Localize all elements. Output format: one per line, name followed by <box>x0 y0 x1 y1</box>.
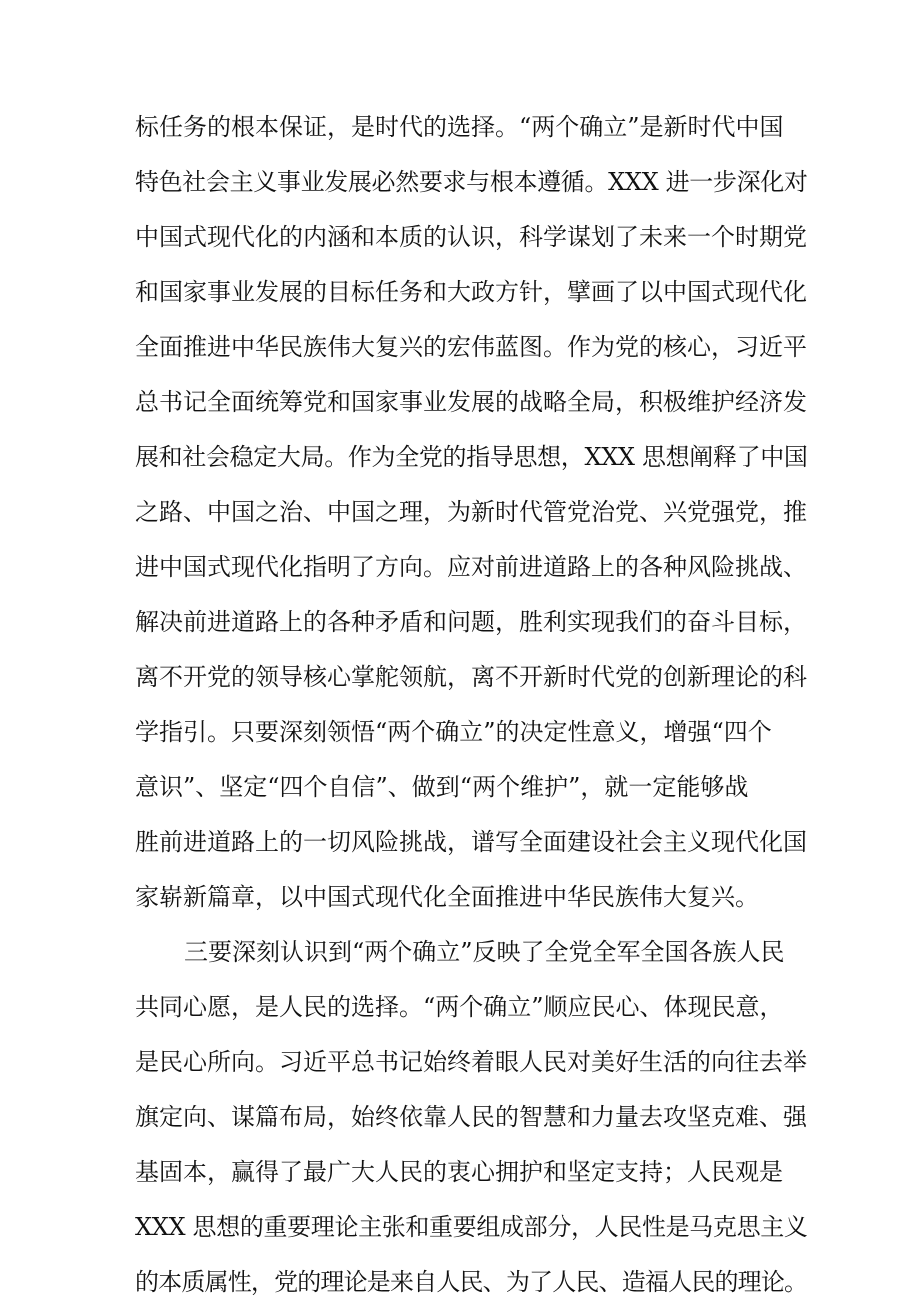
text-line: 解决前进道路上的各种矛盾和问题，胜利实现我们的奋斗目标， <box>135 608 807 636</box>
text-line: 标任务的根本保证，是时代的选择。“两个确立”是新时代中国 <box>135 113 784 141</box>
text-line: 意识”、坚定“四个自信”、做到“两个维护”，就一定能够战 <box>135 773 749 801</box>
text-line: 和国家事业发展的目标任务和大政方针，擘画了以中国式现代化 <box>135 278 807 306</box>
text-line: 特色社会主义事业发展必然要求与根本遵循。XXX 进一步深化对 <box>135 168 808 196</box>
text-line: 进中国式现代化指明了方向。应对前进道路上的各种风险挑战、 <box>135 553 807 581</box>
text-line: 基固本，赢得了最广大人民的衷心拥护和坚定支持；人民观是 <box>135 1158 783 1186</box>
paragraph-first-line: 三要深刻认识到“两个确立”反映了全党全军全国各族人民 <box>184 938 785 966</box>
text-line: 之路、中国之治、中国之理，为新时代管党治党、兴党强党，推 <box>135 498 807 526</box>
text-line: 总书记全面统筹党和国家事业发展的战略全局，积极维护经济发 <box>135 388 807 416</box>
text-line: 离不开党的领导核心掌舵领航，离不开新时代党的创新理论的科 <box>135 663 807 691</box>
text-line: 家崭新篇章，以中国式现代化全面推进中华民族伟大复兴。 <box>135 883 759 911</box>
text-line: 胜前进道路上的一切风险挑战，谱写全面建设社会主义现代化国 <box>135 828 807 856</box>
text-line: 旗定向、谋篇布局，始终依靠人民的智慧和力量去攻坚克难、强 <box>135 1103 807 1131</box>
text-line: XXX 思想的重要理论主张和重要组成部分，人民性是马克思主义 <box>135 1213 808 1241</box>
text-line: 的本质属性，党的理论是来自人民、为了人民、造福人民的理论。 <box>135 1268 808 1296</box>
text-line: 展和社会稳定大局。作为全党的指导思想，XXX 思想阐释了中国 <box>135 443 808 471</box>
text-line: 中国式现代化的内涵和本质的认识，科学谋划了未来一个时期党 <box>135 223 807 251</box>
text-line: 全面推进中华民族伟大复兴的宏伟蓝图。作为党的核心，习近平 <box>135 333 807 361</box>
text-line: 是民心所向。习近平总书记始终着眼人民对美好生活的向往去举 <box>135 1048 807 1076</box>
text-line: 学指引。只要深刻领悟“两个确立”的决定性意义，增强“四个 <box>135 718 772 746</box>
text-line: 共同心愿，是人民的选择。“两个确立”顺应民心、体现民意， <box>135 993 784 1021</box>
